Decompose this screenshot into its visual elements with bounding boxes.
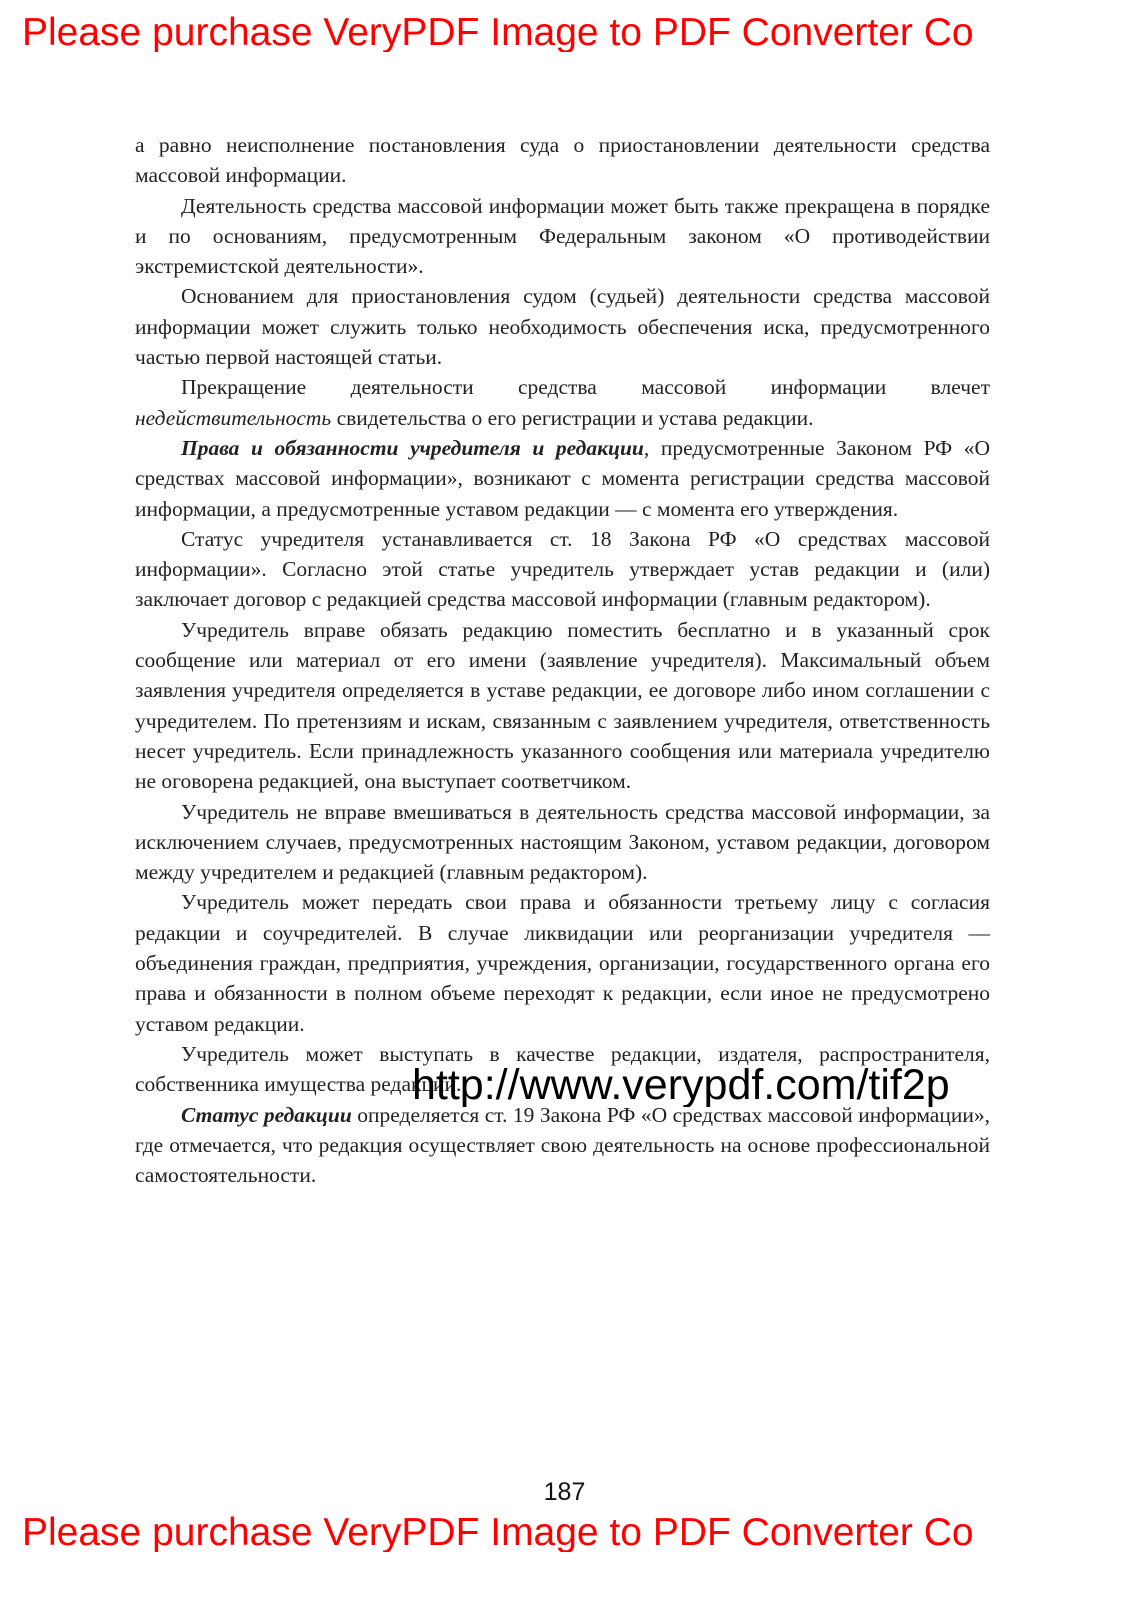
page-number: 187 <box>543 1478 586 1506</box>
page-body-text <box>135 130 990 1190</box>
paragraph: Учредитель вправе обязать редакцию поместить бесплатно и в указанный срок сообщение или материал от его имени (заявление учредителя). Максимальный объем заявления учредителя определяется в уставе редакции, ее договоре либо ином соглашении с учредителем. По претензиям и искам, связанным с заявлением учредителя, ответственность несет учредитель. Если принадлежность указанного сообщения или материала учредителю не оговорена редакцией, она выступает соответчиком. <box>135 617 990 794</box>
paragraph-text: , предусмотренные Законом РФ «О средствах массовой информации», возникают с момента регистрации средства массовой информации, а предусмотренные уставом редакции — с момента его утверждения. <box>135 435 990 521</box>
paragraph <box>135 1100 990 1191</box>
paragraph <box>135 372 990 433</box>
paragraph: Учредитель может выступать в качестве редакции, издателя, распространителя, собственника имущества редакции. <box>135 1041 990 1097</box>
paragraph: Статус учредителя устанавливается ст. 18 Закона РФ «О средствах массовой информации». Согласно этой статье учредитель утверждает устав редакции и (или) заключает договор с редакцией средства массовой информации (главным редактором). <box>135 526 990 612</box>
paragraph <box>135 433 990 524</box>
watermark-url: http://www.verypdf.com/tif2p <box>412 1064 950 1107</box>
paragraph: Деятельность средства массовой информации может быть также прекращена в порядке и по основаниям, предусмотренным Федеральным законом «О противодействии экстремистской деятельности». <box>135 193 990 279</box>
paragraph-text: свидетельства о его регистрации и устава редакции. <box>331 405 814 430</box>
section-heading-inline: Права и обязанности учредителя и редакции <box>181 435 644 460</box>
watermark-banner-bottom: Please purchase VeryPDF Image to PDF Converter Co <box>22 1513 974 1552</box>
section-heading-inline: Статус редакции <box>181 1102 352 1127</box>
paragraph: Основанием для приостановления судом (судьей) деятельности средства массовой информации может служить только необходимость обеспечения иска, предусмотренного частью первой настоящей статьи. <box>135 284 990 370</box>
emphasized-term: недействительность <box>135 405 332 430</box>
paragraph-text: Прекращение деятельности средства массовой информации влечет <box>181 375 990 400</box>
paragraph-text: определяется ст. 19 Закона РФ «О средствах массовой информации», где отмечается, что редакция осуществляет свою деятельность на основе профессиональной самостоятельности. <box>135 1102 990 1188</box>
paragraph: а равно неисполнение постановления суда о приостановлении деятельности средства массовой информации. <box>135 133 990 188</box>
paragraph: Учредитель не вправе вмешиваться в деятельность средства массовой информации, за исключением случаев, предусмотренных настоящим Законом, уставом редакции, договором между учредителем и редакцией (главным редактором). <box>135 799 990 885</box>
watermark-banner-top: Please purchase VeryPDF Image to PDF Converter Co <box>22 13 974 52</box>
paragraph: Учредитель может передать свои права и обязанности третьему лицу с согласия редакции и соучредителей. В случае ликвидации или реорганизации учредителя — объединения граждан, предприятия, учреждения, организации, государственного органа его права и обязанности в полном объеме переходят к редакции, если иное не предусмотрено уставом редакции. <box>135 890 990 1036</box>
